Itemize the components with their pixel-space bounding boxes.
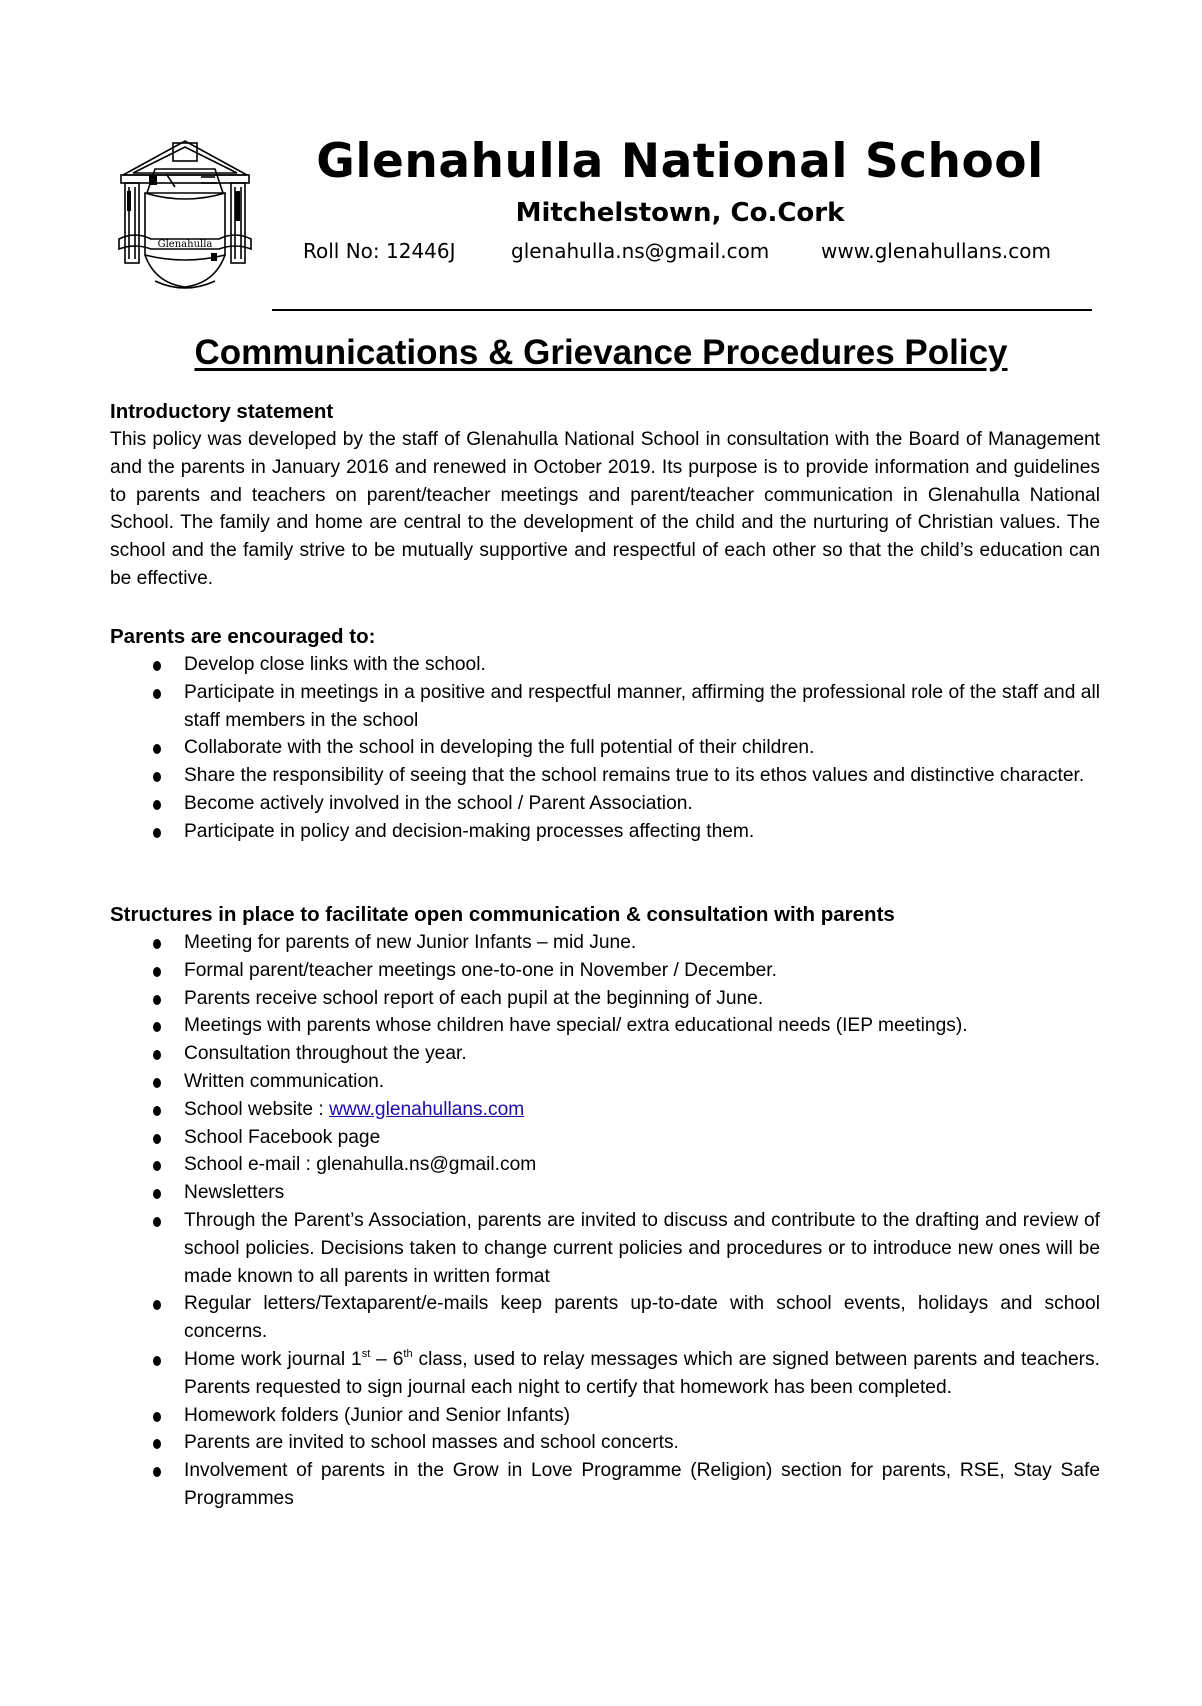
- bullet-icon: [153, 1300, 161, 1310]
- document-title: Communications & Grievance Procedures Policy: [194, 333, 1008, 372]
- bullet-icon: [153, 772, 161, 782]
- bullet-icon: [153, 1217, 161, 1227]
- bullet-icon: [153, 1439, 161, 1449]
- list-item-website: School website : www.glenahullans.com: [110, 1096, 1100, 1124]
- bullet-icon: [153, 828, 161, 838]
- website-link[interactable]: www.glenahullans.com: [329, 1098, 525, 1120]
- school-crest-icon: [115, 135, 255, 295]
- list-item: Meeting for parents of new Junior Infants – mid June.: [110, 929, 1100, 957]
- bullet-icon: [153, 995, 161, 1005]
- parents-encouraged-heading: Parents are encouraged to:: [110, 625, 376, 648]
- bullet-icon: [153, 744, 161, 754]
- structures-heading: Structures in place to facilitate open communication & consultation with parents: [110, 903, 895, 926]
- list-item: Collaborate with the school in developing the full potential of their children.: [110, 734, 1100, 762]
- bullet-icon: [153, 967, 161, 977]
- list-item: Through the Parent’s Association, parents are invited to discuss and contribute to the drafting and review of school policies. Decisions taken to change current policies and procedures or to introduce new ones will be made known to all parents in written format: [110, 1207, 1100, 1290]
- list-item: Homework folders (Junior and Senior Infants): [110, 1402, 1100, 1430]
- list-item: Written communication.: [110, 1068, 1100, 1096]
- list-item: Meetings with parents whose children have special/ extra educational needs (IEP meetings).: [110, 1012, 1100, 1040]
- bullet-icon: [153, 1134, 161, 1144]
- bullet-icon: [153, 1467, 161, 1477]
- intro-paragraph: This policy was developed by the staff of Glenahulla National School in consultation with the Board of Management and the parents in January 2016 and renewed in October 2019. Its purpose is to provide information and guidelines to parents and teachers on parent/teacher meetings and parent/teacher communication in Glenahulla National School. The family and home are central to the development of the child and the nurturing of Christian values. The school and the family strive to be mutually supportive and respectful of each other so that the child’s education can be effective.: [110, 429, 1100, 589]
- school-email: glenahulla.ns@gmail.com: [511, 239, 770, 263]
- bullet-icon: [153, 1106, 161, 1116]
- parents-encouraged-list: [110, 651, 1100, 846]
- list-item-journal: Home work journal 1st – 6th class, used to relay messages which are signed between parents and teachers. Parents requested to sign journal each night to certify that homework has been completed.: [110, 1346, 1100, 1402]
- bullet-icon: [153, 689, 161, 699]
- list-item: Participate in meetings in a positive and respectful manner, affirming the professional role of the staff and all staff members in the school: [110, 679, 1100, 735]
- bullet-icon: [153, 1412, 161, 1422]
- bullet-icon: [153, 1161, 161, 1171]
- list-item: Become actively involved in the school / Parent Association.: [110, 790, 1100, 818]
- list-item: Parents receive school report of each pupil at the beginning of June.: [110, 985, 1100, 1013]
- bullet-icon: [153, 1356, 161, 1366]
- list-item: Formal parent/teacher meetings one-to-one in November / December.: [110, 957, 1100, 985]
- bullet-icon: [153, 800, 161, 810]
- bullet-icon: [153, 1189, 161, 1199]
- bullet-icon: [153, 661, 161, 671]
- bullet-icon: [153, 1050, 161, 1060]
- list-item: Regular letters/Textaparent/e-mails keep parents up-to-date with school events, holidays and school concerns.: [110, 1290, 1100, 1346]
- bullet-icon: [153, 939, 161, 949]
- structures-section: [110, 901, 1100, 1513]
- list-item: Share the responsibility of seeing that the school remains true to its ethos values and distinctive character.: [110, 762, 1100, 790]
- roll-number: Roll No: 12446J: [303, 239, 456, 263]
- header-divider: [272, 309, 1092, 311]
- intro-heading: Introductory statement: [110, 400, 334, 423]
- list-item: Develop close links with the school.: [110, 651, 1100, 679]
- structures-list: [110, 929, 1100, 1513]
- list-item: School Facebook page: [110, 1124, 1100, 1152]
- school-website: www.glenahullans.com: [821, 239, 1051, 263]
- svg-text:Glenahulla: Glenahulla: [157, 239, 213, 250]
- list-item: Consultation throughout the year.: [110, 1040, 1100, 1068]
- school-location: Mitchelstown, Co.Cork: [515, 198, 845, 228]
- contact-row: [303, 237, 1063, 265]
- list-item: School e-mail : glenahulla.ns@gmail.com: [110, 1151, 1100, 1179]
- parents-encouraged-section: [110, 623, 1100, 846]
- bullet-icon: [153, 1078, 161, 1088]
- list-item: Newsletters: [110, 1179, 1100, 1207]
- list-item: Involvement of parents in the Grow in Love Programme (Religion) section for parents, RSE, Stay Safe Programmes: [110, 1457, 1100, 1513]
- school-name: Glenahulla National School: [316, 134, 1044, 189]
- bullet-icon: [153, 1022, 161, 1032]
- list-item: Participate in policy and decision-making processes affecting them.: [110, 818, 1100, 846]
- list-item: Parents are invited to school masses and school concerts.: [110, 1429, 1100, 1457]
- intro-section: [110, 398, 1100, 593]
